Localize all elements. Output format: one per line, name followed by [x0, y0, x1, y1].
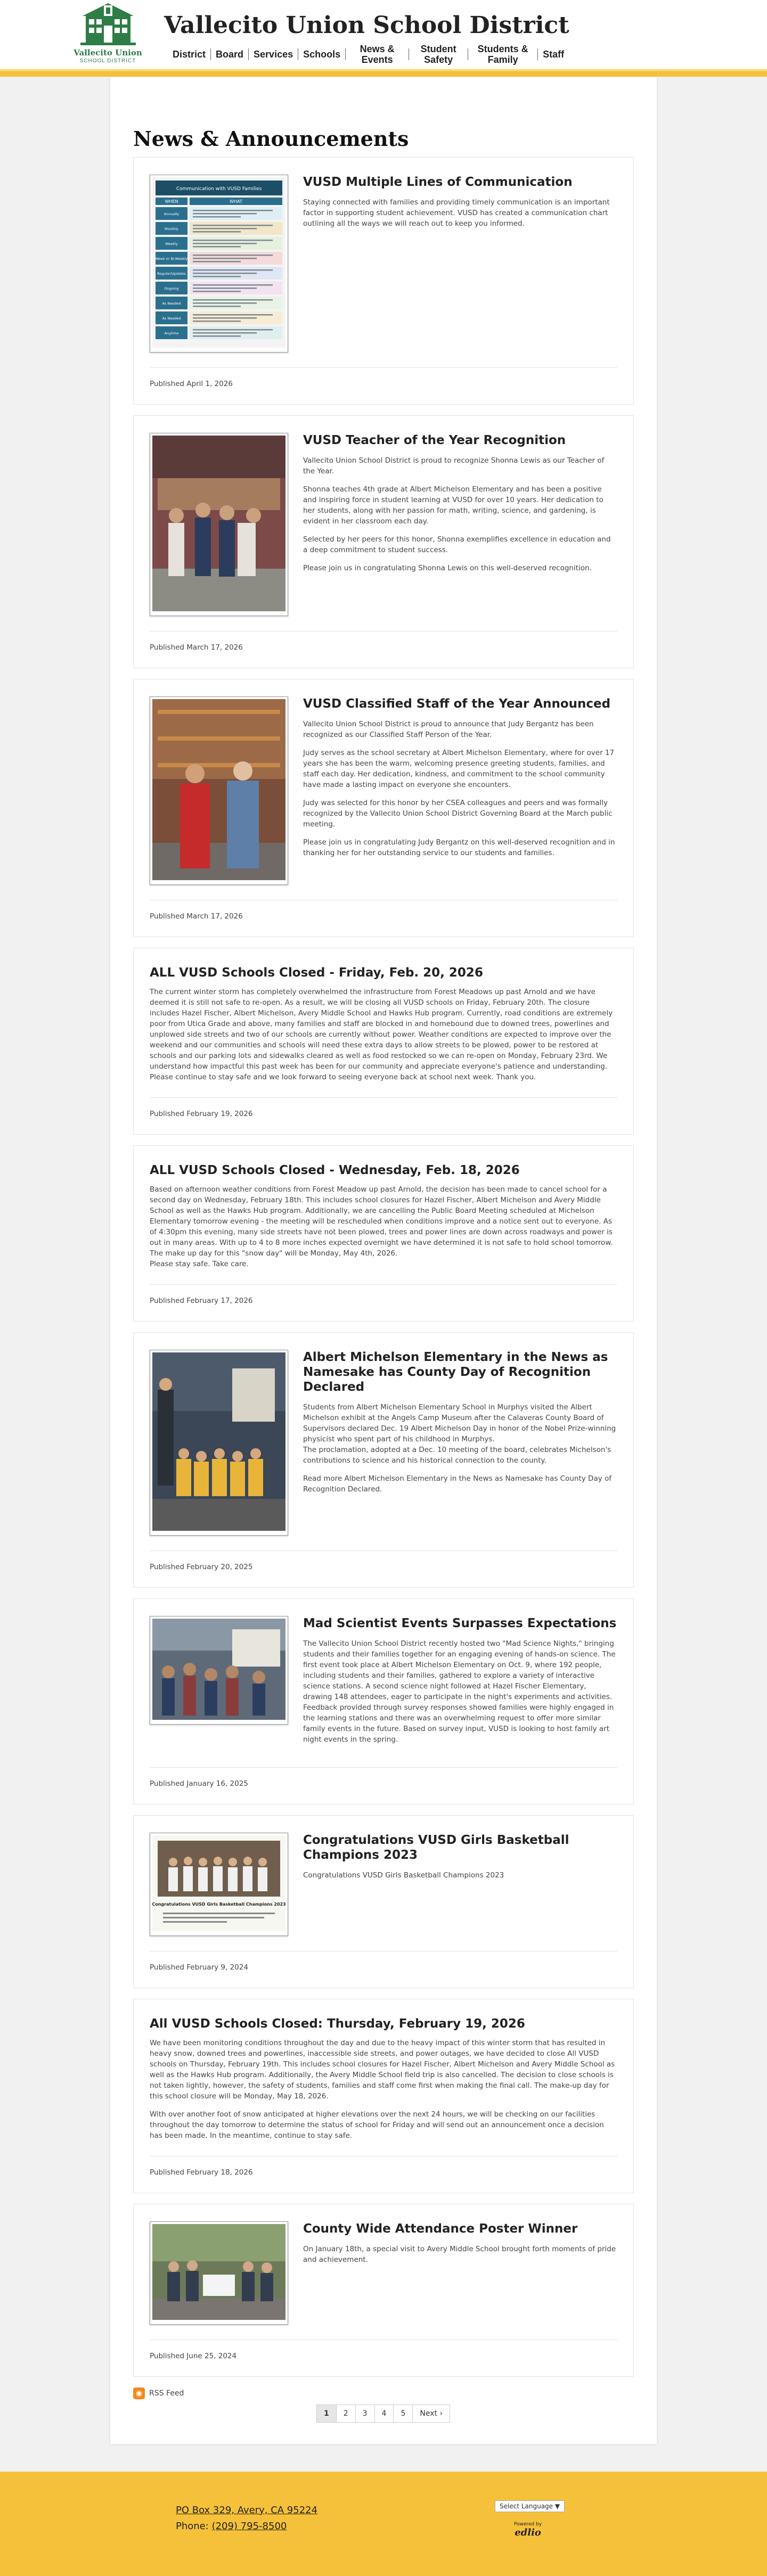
chart-row-text-line — [193, 216, 241, 218]
post-title[interactable]: ALL VUSD Schools Closed - Friday, Feb. 20, 2026 — [150, 966, 483, 980]
chart-row-label: As Needed — [162, 316, 181, 321]
post-paragraph: The current winter storm has completely overwhelmed the infrastructure from Forest Meadows up past Arnold and we have deemed it is still not safe to re-open. As a result, we will be closing all VUSD schools on Friday, February 20th. The closure includes Hazel Fischer, Albert Michelson, Avery Middle School and Hawks Hub program. Currently, road conditions are extremely poor from Utica Grade and above, many families and staff are blocked in and homebound due to downed trees, powerlines and unplowed side streets and two of our schools are currently without power. Weather conditions are expected to improve over the weekend and our communities and schools will need these extra days to allow streets to be plowed, power to be restored at schools and our parking lots and sidewalks cleared as well as food restocked so we can re-open on Monday, February 23rd. We understand how impactful this past week has been for our community and appreciate everyone's patience and understanding. Please continue to stay safe and we look forward to seeing everyone back at school next week. Thank you. — [150, 988, 613, 1081]
post-paragraph: Read more Albert Michelson Elementary in the News as Namesake has County Day of Recognition Declared. — [303, 1474, 612, 1494]
chart-row-label: Regular/Updates — [157, 272, 186, 276]
poster-caption: Congratulations VUSD Girls Basketball Champions 2023 — [152, 1902, 285, 1907]
footer-contact — [176, 2503, 317, 2534]
post-paragraph: On January 18th, a special visit to Avery Middle School brought forth moments of pride and achievement. — [303, 2245, 616, 2264]
post-paragraph: We have been monitoring conditions throughout the day and due to the heavy impact of this winter storm that has resulted in heavy snow, downed trees and powerlines, inaccessible side streets, and power outages, we have decided to close All VUSD schools on Thursday, February 19th. This includes school closures for Hazel Fischer, Albert Michelson and Avery Middle School as well as the Hawks Hub program. Additionally, the Avery Middle School field trip is also cancelled. The decision to close schools is not taken lightly, however, the safety of students, families and staff come first when making the final call. The make-up day for this school closure will be Monday, May 18, 2026. — [150, 2039, 615, 2101]
post-thumbnail[interactable] — [150, 1616, 288, 1725]
post-paragraph: Selected by her peers for this honor, Shonna exemplifies excellence in education and a deep commitment to student success. — [303, 535, 611, 554]
page-5-link[interactable]: 5 — [393, 2405, 413, 2423]
post-paragraph: Congratulations VUSD Girls Basketball Champions 2023 — [303, 1871, 504, 1880]
chart-row-text-line — [193, 213, 257, 215]
chart-row-text-line — [193, 288, 257, 289]
chart-row-text-line — [193, 276, 241, 277]
post-paragraph: Vallecito Union School District is proud to announce that Judy Bergantz has been recognized as our Classified Staff Person of the Year. — [303, 720, 594, 739]
logo-text-line2: SCHOOL DISTRICT — [79, 58, 136, 64]
logo-text-line1: Vallecito Union — [74, 48, 142, 58]
post-thumbnail[interactable] — [150, 1350, 288, 1536]
news-post — [133, 157, 634, 405]
pagination — [133, 2405, 634, 2423]
attendance-poster-photo-image — [152, 2224, 285, 2320]
post-paragraph: Judy was selected for this honor by her CSEA colleagues and peers and was formally recognized by the Vallecito Union School District Governing Board at the March public meeting. — [303, 799, 613, 828]
post-paragraph: Judy serves as the school secretary at Albert Michelson Elementary, where for over 17 years she has been the warm, welcoming presence greeting students, families, and staff each day. Her dedication, kindness, and commitment to the school community have made a lasting impact on everyone she encounters. — [303, 749, 615, 789]
post-paragraph: Please join us in congratulating Judy Bergantz on this well-deserved recognition and in thanking her for her outstanding service to our students and families. — [303, 838, 615, 857]
main-content — [110, 77, 657, 2444]
site-footer — [0, 2472, 767, 2576]
chart-row-label: Week or Bi-Weekly — [155, 257, 188, 261]
chart-row-text-line — [193, 258, 257, 259]
post-date: Published February 18, 2026 — [150, 2168, 253, 2177]
chart-row-text-line — [193, 314, 273, 316]
teacher-photo-image — [152, 436, 285, 611]
post-date: Published February 19, 2026 — [150, 1110, 253, 1118]
post-title[interactable]: County Wide Attendance Poster Winner — [303, 2222, 578, 2236]
post-paragraph: Students from Albert Michelson Elementary School in Murphys visited the Albert Michelson exhibit at the Angels Camp Museum after the Calaveras County Board of Supervisors declared Dec. 19 Albert Michelson Day in honor of the Nobel Prize-winning physicist who spent part of his childhood in Murphys. — [303, 1403, 616, 1443]
post-title[interactable]: VUSD Teacher of the Year Recognition — [303, 433, 566, 447]
nav-schools[interactable]: Schools — [303, 49, 341, 60]
post-title[interactable]: VUSD Classified Staff of the Year Announced — [303, 697, 611, 711]
rss-label: RSS Feed — [149, 2389, 184, 2398]
post-paragraph: Please join us in congratulating Shonna Lewis on this well-deserved recognition. — [303, 564, 592, 572]
chart-row-label: Anytime — [164, 331, 179, 335]
nav-district[interactable]: District — [173, 49, 206, 60]
chart-row-text-line — [193, 302, 257, 304]
news-post — [133, 1815, 634, 1988]
chart-row-text-line — [193, 255, 273, 256]
chart-row-label: As Needed — [162, 301, 181, 306]
page-title: News & Announcements — [133, 127, 409, 151]
page-2-link[interactable]: 2 — [336, 2405, 356, 2423]
post-date: Published March 17, 2026 — [150, 912, 243, 921]
chart-row-text-line — [193, 246, 241, 248]
language-select[interactable]: Select Language ▼ — [495, 2500, 565, 2512]
post-title[interactable]: Congratulations VUSD Girls Basketball Champions 2023 — [303, 1833, 569, 1862]
chart-row-text-line — [193, 225, 273, 226]
nav-student-safety[interactable]: Student Safety — [420, 44, 456, 65]
chart-header: Communication with VUSD Families — [176, 186, 262, 192]
post-paragraph: Based on afternoon weather conditions from Forest Meadow up past Arnold, the decision has been made to cancel school for a second day on Wednesday, February 18th. This includes school closures for Hazel Fischer, Albert Michelson and Avery Middle School as well as the Hawks Hub program. Additionally, we are cancelling the Public Board Meeting scheduled at Michelson Elementary tomorrow evening - the meeting will be rescheduled when conditions improve and a notice sent out to everyone. As of 4:30pm this evening, many side streets have not been plowed, trees and power lines are down across roadways and power is out in many areas. With up to 4 to 8 more inches expected overnight we have determined it is not safe to hold school tomorrow. The make up day for this "snow day" will be Monday, May 4th, 2026. — [150, 1185, 613, 1258]
news-post — [133, 1598, 634, 1804]
chart-row-text-line — [193, 243, 257, 244]
chart-row-label: Annually — [164, 212, 179, 216]
nav-board[interactable]: Board — [216, 49, 244, 60]
phone-link[interactable]: (209) 795-8500 — [211, 2521, 287, 2532]
post-date: Published June 25, 2024 — [150, 2352, 237, 2360]
post-thumbnail[interactable] — [150, 1833, 288, 1936]
nav-services[interactable]: Services — [254, 49, 293, 60]
chart-row-text-line — [193, 284, 273, 286]
edlio-logo: edlio — [515, 2527, 541, 2538]
chart-row-text-line — [193, 240, 273, 241]
rss-icon: ◉ — [133, 2388, 145, 2399]
post-paragraph: Please stay safe. Take care. — [150, 1260, 249, 1268]
post-title[interactable]: Albert Michelson Elementary in the News as Namesake has County Day of Recognition Declared — [303, 1350, 608, 1394]
post-date: Published January 16, 2025 — [150, 1779, 248, 1788]
news-post — [133, 415, 634, 668]
chart-row-text-line — [193, 321, 241, 322]
post-paragraph: Shonna teaches 4th grade at Albert Michelson Elementary and has been a positive and inspiring force in student learning at VUSD for over 10 years. Her dedication to her students, along with her passion for math, writing, science, and gardening, is evident in her classroom each day. — [303, 485, 603, 526]
post-date: Published April 1, 2026 — [150, 380, 233, 388]
chart-row-label: Monthly — [164, 227, 179, 231]
chart-row-text-line — [193, 335, 241, 337]
communication-chart-image — [152, 177, 285, 348]
news-post — [133, 1145, 634, 1322]
post-title[interactable]: All VUSD Schools Closed: Thursday, February 19, 2026 — [150, 2017, 525, 2031]
address-link[interactable]: PO Box 329, Avery, CA 95224 — [176, 2505, 318, 2516]
chart-row-text-line — [193, 273, 257, 274]
post-date: Published February 17, 2026 — [150, 1297, 253, 1305]
post-thumbnail[interactable] — [150, 433, 288, 616]
news-post — [133, 679, 634, 937]
page-1-link[interactable]: 1 — [316, 2405, 337, 2423]
chart-row-label: Ongoing — [164, 286, 179, 291]
district-logo[interactable] — [75, 2, 141, 67]
rss-feed-link[interactable] — [133, 2388, 634, 2399]
post-date: Published February 20, 2025 — [150, 1563, 253, 1571]
site-header — [0, 0, 767, 69]
chart-row-text-line — [193, 329, 273, 331]
phone-label: Phone: — [176, 2521, 209, 2532]
post-title[interactable]: ALL VUSD Schools Closed - Wednesday, Feb. 18, 2026 — [150, 1163, 520, 1177]
chart-row-text-line — [193, 317, 257, 319]
page-4-link[interactable]: 4 — [374, 2405, 394, 2423]
news-post — [133, 1332, 634, 1588]
post-paragraph: The Vallecito Union School District recently hosted two "Mad Science Nights," bringing students and their families together for an engaging evening of hands-on science. The first event took place at Albert Michelson Elementary on Oct. 9, where 192 people, including students and their families, gathered to explore a variety of interactive science stations. A second science night followed at Hazel Fischer Elementary, drawing 148 attendees, eager to participate in the night's experiments and activities. Feedback provided through survey responses showed families were highly engaged in the learning stations and there was an overwhelming request to offer more similar family events in the future. Based on survey input, VUSD is looking to host family art night events in the spring. — [303, 1639, 616, 1744]
chart-col-when: WHEN — [165, 199, 178, 204]
post-thumbnail[interactable] — [150, 175, 288, 352]
chart-row-text-line — [193, 332, 257, 334]
post-paragraph: Staying connected with families and providing timely communication is an important factor in supporting student achievement. VUSD has created a communication chart outlining all the ways we will reach out to keep you informed. — [303, 198, 610, 228]
museum-visit-photo-image — [152, 1352, 285, 1531]
chart-row-label: Weekly — [165, 242, 178, 246]
post-paragraph: With over another foot of snow anticipated at higher elevations over the next 24 hours, we will be checking on our facilities throughout the day tomorrow to determine the status of school for Friday and will send out an announcement once a decision has been made. In the meantime, continue to stay safe. — [150, 2110, 604, 2140]
post-thumbnail[interactable] — [150, 2221, 288, 2325]
post-title[interactable]: VUSD Multiple Lines of Communication — [303, 175, 573, 189]
post-paragraph: Vallecito Union School District is proud to recognize Shonna Lewis as our Teacher of the Year. — [303, 456, 605, 475]
nav-news-events[interactable]: News & Events — [360, 44, 395, 65]
chart-col-what: WHAT — [230, 199, 242, 204]
post-date: Published February 9, 2024 — [150, 1963, 248, 1972]
header-accent-stripe — [0, 69, 767, 77]
post-date: Published March 17, 2026 — [150, 643, 243, 652]
post-thumbnail[interactable] — [150, 696, 288, 885]
chart-row-text-line — [193, 269, 273, 271]
news-post — [133, 2204, 634, 2377]
news-post — [133, 948, 634, 1135]
page-3-link[interactable]: 3 — [355, 2405, 375, 2423]
chart-row-text-line — [193, 306, 241, 307]
chart-row-text-line — [193, 228, 257, 229]
nav-students-family[interactable]: Students & Family — [477, 44, 528, 65]
nav-staff[interactable]: Staff — [543, 49, 565, 60]
next-page-link[interactable]: Next › — [412, 2405, 450, 2423]
science-night-photo-image — [152, 1619, 285, 1720]
chart-row-text-line — [193, 210, 273, 211]
site-title[interactable]: Vallecito Union School District — [164, 12, 569, 39]
edlio-badge[interactable] — [514, 2522, 542, 2538]
schoolhouse-icon — [78, 2, 138, 47]
post-title[interactable]: Mad Scientist Events Surpasses Expectations — [303, 1617, 617, 1630]
staff-photo-image — [152, 699, 285, 880]
chart-row-text-line — [193, 299, 273, 301]
chart-row-text-line — [193, 291, 241, 292]
chart-row-text-line — [193, 231, 241, 233]
main-nav — [168, 42, 569, 67]
basketball-champions-poster-image — [152, 1835, 285, 1931]
post-paragraph: The proclamation, adopted at a Dec. 10 meeting of the board, celebrates Michelson's contributions to science and his historical connection to the county. — [303, 1446, 611, 1465]
chart-row-text-line — [193, 261, 241, 262]
news-post — [133, 1999, 634, 2193]
powered-by-label: Powered by — [514, 2522, 542, 2527]
